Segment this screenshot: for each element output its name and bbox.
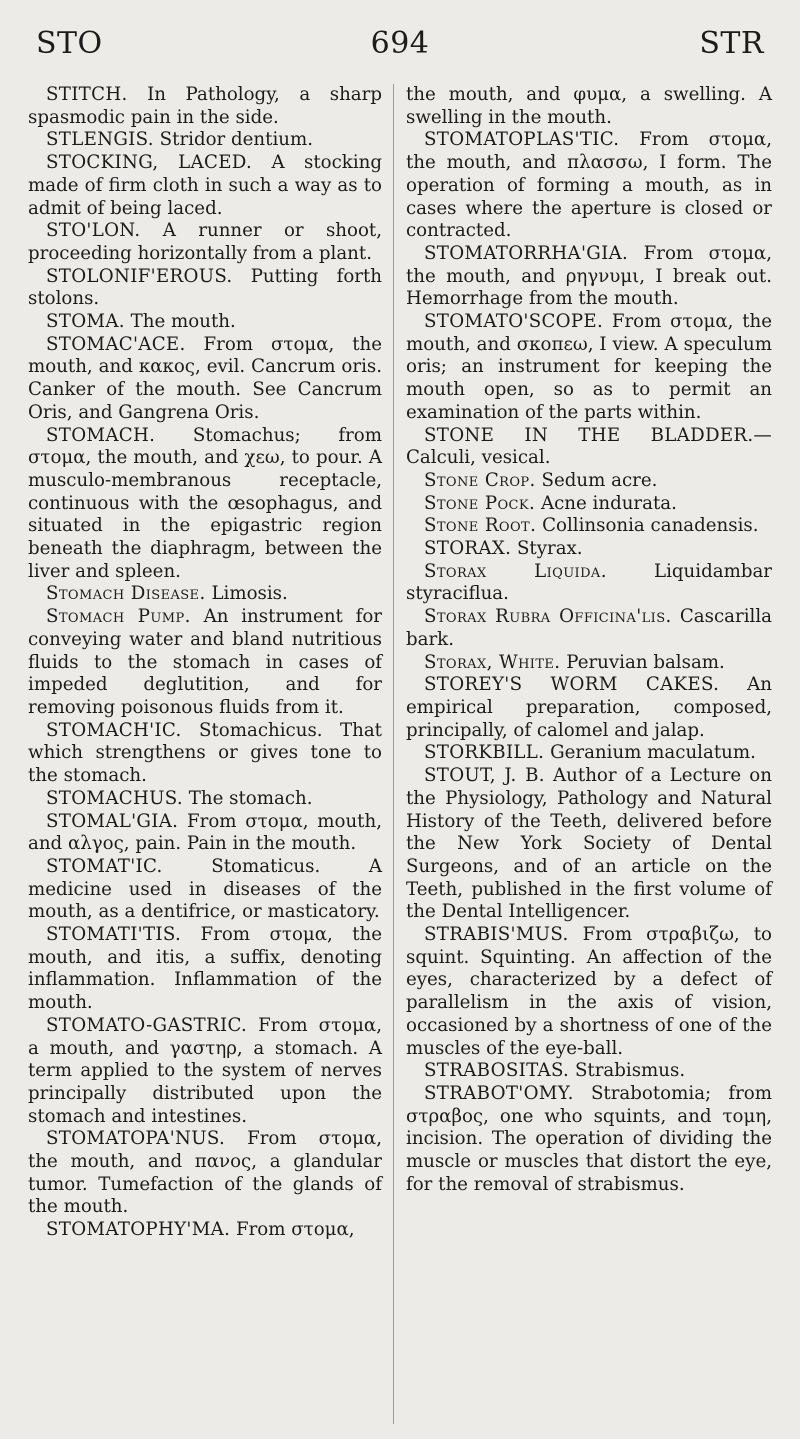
entry-headword: STRABOSITAS. <box>424 1060 570 1082</box>
entry-definition: From στομα, the mouth, and itis, a suffix, denoting inflammation. Inflammation of the mouth. <box>28 924 382 1014</box>
entry-headword: STOMAL'GIA. <box>46 810 179 832</box>
dictionary-entry <box>28 606 382 720</box>
page-number: 694 <box>370 26 430 61</box>
entry-definition: Author of a Lecture on the Physiology, Pathology and Natural History of the Teeth, delivered before the New York Society of Dental Surgeons, and of an article on the Teeth, published in the first volume of the Dental Intelligencer. <box>406 765 772 923</box>
dictionary-entry <box>406 561 772 606</box>
entry-definition: Peruvian balsam. <box>566 651 725 673</box>
dictionary-entry <box>406 538 772 561</box>
entry-headword: STRABIS'MUS. <box>424 924 569 946</box>
dictionary-entry <box>28 334 382 425</box>
header-left-guide-word: STO <box>36 26 103 61</box>
entry-headword: Storax Rubra Officina'lis. <box>424 606 672 628</box>
dictionary-entry <box>406 924 772 1060</box>
dictionary-entry <box>28 220 382 265</box>
entry-headword: Storax Liquida. <box>424 560 607 582</box>
entry-definition: From στομα, the mouth, and κακος, evil. Cancrum oris. Canker of the mouth. See Cancrum Oris, and Gangrena Oris. <box>28 333 382 423</box>
entry-headword: STONE IN THE BLADDER.— <box>424 424 772 446</box>
dictionary-entry <box>28 1219 382 1242</box>
dictionary-entry <box>406 129 772 243</box>
dictionary-entry <box>28 266 382 311</box>
entry-definition: From στραβιζω, to squint. Squinting. An affection of the eyes, characterized by a defect of parallelism in the axis of vision, occasioned by a shortness of one of the muscles of the eye-ball. <box>406 924 772 1059</box>
dictionary-entry <box>28 720 382 788</box>
dictionary-entry <box>28 152 382 220</box>
entry-headword: STOMATOPLAS'TIC. <box>424 129 620 151</box>
dictionary-entry <box>406 1060 772 1083</box>
dictionary-entry <box>406 606 772 651</box>
dictionary-entry <box>406 515 772 538</box>
entry-definition: Stomachus; from στομα, the mouth, and χεω, to pour. A musculo-membranous receptacle, continuous with the œsophagus, and situated in the epigastric region beneath the diaphragm, between the liver and spleen. <box>28 424 382 582</box>
dictionary-entry <box>406 470 772 493</box>
entry-definition: From στομα, the mouth, and πανος, a glandular tumor. Tumefaction of the glands of the mouth. <box>28 1128 382 1218</box>
entry-definition: From στομα, the mouth, and πλασσω, I form. The operation of forming a mouth, as in cases where the aperture is closed or contracted. <box>406 129 772 242</box>
dictionary-entry <box>28 129 382 152</box>
entry-definition: In Pathology, a sharp spasmodic pain in the side. <box>28 84 382 128</box>
entry-headword: STITCH. <box>46 84 128 105</box>
dictionary-entry <box>28 1015 382 1129</box>
dictionary-entry <box>406 243 772 311</box>
dictionary-entry <box>28 1128 382 1219</box>
entry-headword: STORKBILL. <box>424 742 545 764</box>
entry-definition: From στομα, the mouth, and σκοπεω, I view. A speculum oris; an instrument for keeping the mouth open, so as to permit an examination of the parts within. <box>406 311 772 423</box>
dictionary-entry <box>406 765 772 924</box>
right-column <box>406 84 772 1196</box>
entry-headword: STOMACH. <box>46 424 156 446</box>
dictionary-entry <box>406 674 772 742</box>
page-header <box>36 22 764 66</box>
entry-definition: The stomach. <box>188 787 313 809</box>
entry-headword: Stone Pock. <box>424 492 536 514</box>
dictionary-entry <box>28 788 382 811</box>
entry-definition: Stomaticus. A medicine used in diseases of the mouth, as a dentifrice, or masticatory. <box>28 855 382 923</box>
entry-headword: STOMAT'IC. <box>46 855 163 877</box>
entry-headword: STOMACHUS. <box>46 787 183 809</box>
entry-headword: STOUT, J. B. <box>424 765 545 787</box>
entry-definition: Putting forth stolons. <box>28 265 382 310</box>
entry-definition: Styrax. <box>516 538 583 560</box>
dictionary-entry <box>406 84 772 129</box>
entry-headword: STOCKING, LACED. <box>46 152 253 174</box>
dictionary-entry <box>28 924 382 1015</box>
entry-definition: A runner or shoot, proceeding horizontally from a plant. <box>28 220 382 264</box>
header-right-guide-word: STR <box>699 26 764 61</box>
entry-headword: STRABOT'OMY. <box>424 1082 574 1104</box>
entry-headword: Stone Root. <box>424 515 537 537</box>
entry-definition: Stomachicus. That which strengthens or gives tone to the stomach. <box>28 719 382 787</box>
entry-definition: An instrument for conveying water and bland nutritious fluids to the stomach in cases of impeded deglutition, and for removing poisonous fluids from it. <box>28 606 382 718</box>
entry-definition: Sedum acre. <box>541 469 658 491</box>
entry-headword: STORAX. <box>424 538 512 560</box>
entry-definition: From στομα, <box>235 1219 355 1241</box>
entry-definition: The mouth. <box>130 311 236 333</box>
entry-headword: STOMATOPA'NUS. <box>46 1128 226 1150</box>
entry-headword: Storax, White. <box>424 651 561 673</box>
entry-definition: Geranium maculatum. <box>550 742 756 764</box>
left-column <box>28 84 382 1242</box>
entry-headword: STOMA. <box>46 311 125 333</box>
entry-definition: From στομα, mouth, and αλγος, pain. Pain in the mouth. <box>28 810 382 855</box>
entry-definition: From στομα, the mouth, and ρηγνυμι, I break out. Hemorrhage from the mouth. <box>406 242 772 310</box>
entry-definition: An empirical preparation, composed, principally, of calomel and jalap. <box>406 674 772 741</box>
dictionary-entry <box>28 583 382 606</box>
entry-headword: STOMATORRHA'GIA. <box>424 242 629 264</box>
entry-headword: STOMAC'ACE. <box>46 333 186 355</box>
entry-headword: STOMATO-GASTRIC. <box>46 1014 248 1036</box>
dictionary-entry <box>28 856 382 924</box>
entry-headword: STOLONIF'EROUS. <box>46 265 233 287</box>
entry-headword: STOMATOPHY'MA. <box>46 1219 231 1241</box>
entry-headword: STOMATI'TIS. <box>46 924 182 946</box>
dictionary-entry <box>406 493 772 516</box>
entry-definition: From στομα, a mouth, and γαστηρ, a stomach. A term applied to the system of nerves principally distributed upon the stomach and intestines. <box>28 1014 382 1127</box>
entry-definition: the mouth, and φυμα, a swelling. A swelling in the mouth. <box>406 84 772 128</box>
entry-definition: Collinsonia canadensis. <box>542 515 759 537</box>
dictionary-entry <box>28 425 382 584</box>
entry-definition: Stridor dentium. <box>159 129 314 151</box>
entry-headword: STLENGIS. <box>46 129 154 151</box>
dictionary-entry <box>28 311 382 334</box>
entry-definition: Liquidambar styraciflua. <box>406 560 772 605</box>
entry-headword: STOMATO'SCOPE. <box>424 311 604 333</box>
entry-headword: STO'LON. <box>46 220 141 242</box>
dictionary-entry <box>406 311 772 425</box>
entry-definition: Acne indurata. <box>540 492 677 514</box>
entry-definition: Calculi, vesical. <box>406 447 551 469</box>
entry-definition: Strabotomia; from στραβος, one who squints, and τομη, incision. The operation of dividing the muscle or muscles that distort the eye, for the removal of strabismus. <box>406 1082 772 1195</box>
entry-headword: STOMACH'IC. <box>46 719 182 741</box>
entry-definition: Strabismus. <box>574 1060 686 1082</box>
entry-definition: A stocking made of firm cloth in such a way as to admit of being laced. <box>28 152 383 219</box>
dictionary-entry <box>406 652 772 675</box>
entry-definition: Cascarilla bark. <box>406 606 772 650</box>
entry-headword: Stomach Disease. <box>46 583 206 605</box>
dictionary-entry <box>406 1083 772 1197</box>
dictionary-entry <box>406 742 772 765</box>
dictionary-entry <box>28 811 382 856</box>
dictionary-entry <box>28 84 382 129</box>
entry-definition: Limosis. <box>211 583 288 605</box>
dictionary-entry <box>406 425 772 470</box>
entry-headword: Stone Crop. <box>424 469 536 491</box>
entry-headword: STOREY'S WORM CAKES. <box>424 674 720 696</box>
entry-headword: Stomach Pump. <box>46 606 191 628</box>
column-divider <box>393 84 394 1424</box>
